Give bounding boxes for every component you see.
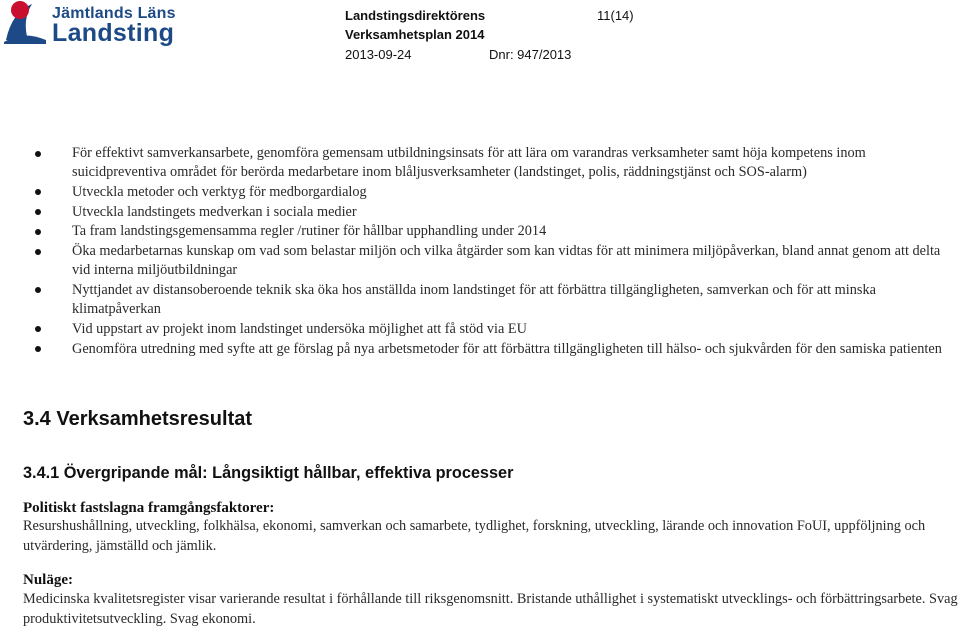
bullet-icon <box>35 151 41 157</box>
logo-line-1: Jämtlands Läns <box>52 5 176 22</box>
header-page-number: 11(14) <box>597 8 634 23</box>
bullet-icon <box>35 189 41 195</box>
list-item: Utveckla metoder och verktyg för medborgardialog <box>0 183 960 202</box>
bullet-icon <box>35 287 41 293</box>
header-doc-title: Verksamhetsplan 2014 <box>345 27 485 42</box>
bullet-icon <box>35 249 41 255</box>
logo-line-2: Landsting <box>52 19 175 47</box>
list-item: För effektivt samverkansarbete, genomföra gemensam utbildningsinsats för att lära om varandras verksamheter samt höja kompetens inom suicidpreventiva området för berörda medarbetare inom blåljusverksamheter (landstinget, polis, räddningstjänst och SOS-alarm) <box>0 144 960 182</box>
bullet-icon <box>35 209 41 215</box>
factors-text: Resurshushållning, utveckling, folkhälsa, ekonomi, samverkan och samarbete, tydlighet, forskning, utveckling, lärande och innovation FoUI, uppföljning och utvärdering, jämställd och jämlik. <box>23 518 926 554</box>
list-item: Utveckla landstingets medverkan i sociala medier <box>0 203 960 222</box>
list-item: Vid uppstart av projekt inom landstinget undersöka möjlighet att få stöd via EU <box>0 320 960 339</box>
section-heading: 3.4 Verksamhetsresultat <box>23 408 253 430</box>
list-item: Ta fram landstingsgemensamma regler /rutiner för hållbar upphandling under 2014 <box>0 222 960 241</box>
list-item: Genomföra utredning med syfte att ge förslag på nya arbetsmetoder för att förbättra tillgängligheten till hälso- och sjukvården för den samiska patienten <box>0 340 960 359</box>
logo-emblem-icon <box>2 0 50 46</box>
bullet-list <box>0 144 960 359</box>
header-date: 2013-09-24 <box>345 47 412 62</box>
factors-label: Politiskt fastslagna framgångsfaktorer: <box>23 500 275 516</box>
list-item: Öka medarbetarnas kunskap om vad som belastar miljön och vilka åtgärder som kan vidtas för att minimera miljöpåverkan, bland annat genom att delta vid interna miljöutbildningar <box>0 242 960 280</box>
bullet-icon <box>35 326 41 332</box>
landsting-logo <box>2 0 176 48</box>
header-org: Landstingsdirektörens <box>345 8 486 23</box>
status-text: Medicinska kvalitetsregister visar varierande resultat i förhållande till riksgenomsnitt. Bristande uthållighet i systematiskt utvecklings- och förbättringsarbete. Svag produktivitetsutveckling. Svag ekonomi. <box>23 591 958 627</box>
bullet-icon <box>35 229 41 235</box>
list-item: Nyttjandet av distansoberoende teknik ska öka hos anställda inom landstinget för att förbättra tillgängligheten, samverkan och för att minska klimatpåverkan <box>0 281 960 319</box>
bullet-icon <box>35 346 41 352</box>
status-label: Nuläge: <box>23 572 73 588</box>
header-dnr: Dnr: 947/2013 <box>489 47 572 62</box>
subsection-heading: 3.4.1 Övergripande mål: Långsiktigt hållbar, effektiva processer <box>23 464 514 482</box>
